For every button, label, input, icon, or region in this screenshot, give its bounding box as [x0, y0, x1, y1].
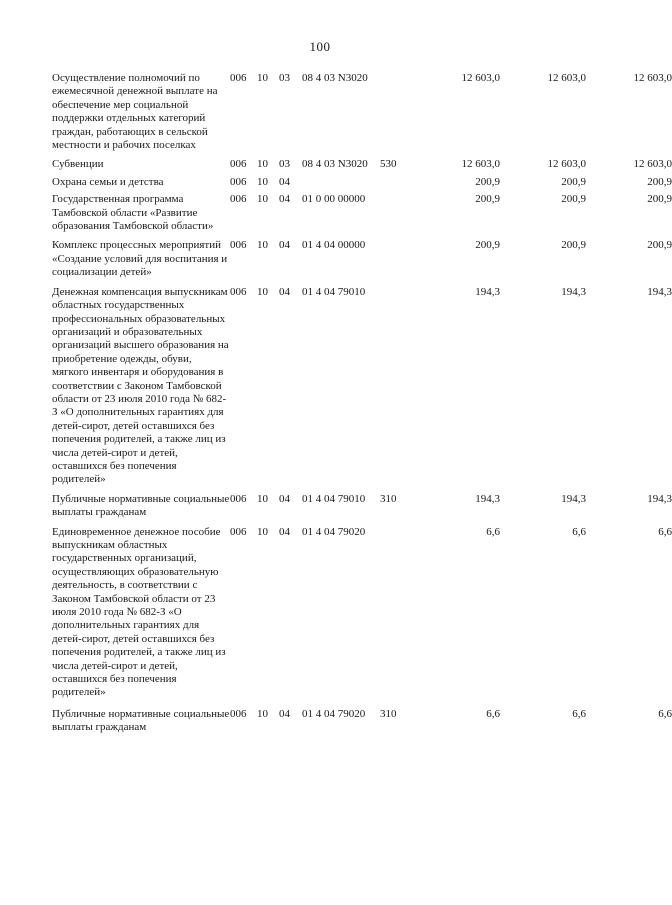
- value-year-2: 200,9: [561, 193, 586, 206]
- section-code: 10: [257, 175, 268, 188]
- value-year-3: 6,6: [658, 707, 672, 720]
- page-number: 100: [309, 39, 331, 54]
- subsection-code: 04: [279, 239, 290, 252]
- section-code: 10: [257, 239, 268, 252]
- row-name: Осуществление полномочий по ежемесячной денежной выплате на обеспечение мер социальной поддержки отдельных категорий граждан, работающих в сельской местности и рабочих поселках: [52, 72, 218, 152]
- target-code: 01 4 04 79010: [302, 285, 366, 298]
- target-code: 01 4 04 79020: [302, 525, 366, 538]
- section-code: 10: [257, 492, 268, 505]
- subsection-code: 04: [279, 525, 290, 538]
- value-year-2: 194,3: [561, 285, 586, 298]
- value-year-1: 194,3: [475, 285, 500, 298]
- value-year-2: 6,6: [572, 707, 586, 720]
- value-year-2: 200,9: [561, 175, 586, 188]
- target-code: 01 4 04 00000: [302, 239, 366, 252]
- admin-code: 006: [230, 72, 247, 84]
- value-year-1: 6,6: [486, 707, 500, 720]
- section-code: 10: [257, 707, 268, 720]
- table-row: [52, 492, 672, 520]
- expense-type-code: 310: [380, 707, 397, 720]
- admin-code: 006: [230, 285, 247, 298]
- value-year-2: 12 603,0: [547, 72, 586, 84]
- section-code: 10: [257, 193, 268, 206]
- value-year-2: 6,6: [572, 525, 586, 538]
- row-name: Публичные нормативные социальные выплаты гражданам: [52, 492, 230, 519]
- subsection-code: 04: [279, 193, 290, 206]
- value-year-3: 194,3: [647, 492, 672, 505]
- subsection-code: 04: [279, 492, 290, 505]
- row-name: Комплекс процессных мероприятий «Создание условий для воспитания и социализации детей»: [52, 239, 228, 279]
- subsection-code: 03: [279, 158, 290, 171]
- row-name: Денежная компенсация выпускникам областных государственных профессиональных образовательных организаций и образовательных организаций высшего образования на приобретение одежды, обуви, мягкого инвентаря и оборудования в соответствии с Законом Тамбовской области от 23 июля 2010 года № 682-З «О дополнительных гарантиях для детей-сирот, детей оставшихся без попечения родителей, а также лиц из числа детей-сирот и детей, оставшихся без попечения родителей»: [52, 285, 229, 486]
- value-year-2: 194,3: [561, 492, 586, 505]
- admin-code: 006: [230, 707, 247, 720]
- admin-code: 006: [230, 525, 247, 538]
- section-code: 10: [257, 525, 268, 538]
- table-row: [52, 707, 672, 735]
- subsection-code: 03: [279, 72, 290, 84]
- value-year-3: 194,3: [647, 285, 672, 298]
- admin-code: 006: [230, 239, 247, 252]
- row-name: Публичные нормативные социальные выплаты гражданам: [52, 707, 230, 734]
- table-row: [52, 175, 672, 189]
- value-year-1: 6,6: [486, 525, 500, 538]
- value-year-3: 12 603,0: [633, 158, 672, 171]
- value-year-3: 6,6: [658, 525, 672, 538]
- admin-code: 006: [230, 175, 247, 188]
- target-code: 01 4 04 79020: [302, 707, 366, 720]
- admin-code: 006: [230, 492, 247, 505]
- row-name: Единовременное денежное пособие выпускникам областных государственных организаций, осуществляющих образовательную деятельность, в соответствии с Законом Тамбовской области от 23 июля 2010 года № 682-З «О дополнительных гарантиях для детей-сирот, детей оставшихся без попечения родителей, а также лиц из числа детей-сирот и детей, оставшихся без попечения родителей»: [52, 525, 226, 699]
- table-row: [52, 525, 672, 700]
- value-year-2: 200,9: [561, 239, 586, 252]
- value-year-1: 200,9: [475, 175, 500, 188]
- table-row: [52, 285, 672, 487]
- subsection-code: 04: [279, 175, 290, 188]
- target-code: 08 4 03 N3020: [302, 158, 368, 171]
- value-year-1: 194,3: [475, 492, 500, 505]
- value-year-3: 200,9: [647, 175, 672, 188]
- table-row: [52, 239, 672, 279]
- subsection-code: 04: [279, 707, 290, 720]
- table-row: [52, 193, 672, 233]
- section-code: 10: [257, 285, 268, 298]
- admin-code: 006: [230, 193, 247, 206]
- row-name: Охрана семьи и детства: [52, 175, 164, 188]
- section-code: 10: [257, 158, 268, 171]
- value-year-3: 200,9: [647, 193, 672, 206]
- row-name: Государственная программа Тамбовской области «Развитие образования Тамбовской области»: [52, 193, 214, 233]
- value-year-2: 12 603,0: [547, 158, 586, 171]
- expense-type-code: 310: [380, 492, 397, 505]
- value-year-1: 12 603,0: [461, 72, 500, 84]
- value-year-3: 12 603,0: [633, 72, 672, 84]
- subsection-code: 04: [279, 285, 290, 298]
- target-code: 01 4 04 79010: [302, 492, 366, 505]
- section-code: 10: [257, 72, 268, 84]
- value-year-1: 12 603,0: [461, 158, 500, 171]
- budget-table: [52, 72, 672, 735]
- target-code: 08 4 03 N3020: [302, 72, 368, 84]
- table-row: [52, 72, 672, 152]
- value-year-3: 200,9: [647, 239, 672, 252]
- target-code: 01 0 00 00000: [302, 193, 366, 206]
- row-name: Субвенции: [52, 158, 104, 171]
- admin-code: 006: [230, 158, 247, 171]
- value-year-1: 200,9: [475, 239, 500, 252]
- table-row: [52, 158, 672, 171]
- expense-type-code: 530: [380, 158, 397, 171]
- value-year-1: 200,9: [475, 193, 500, 206]
